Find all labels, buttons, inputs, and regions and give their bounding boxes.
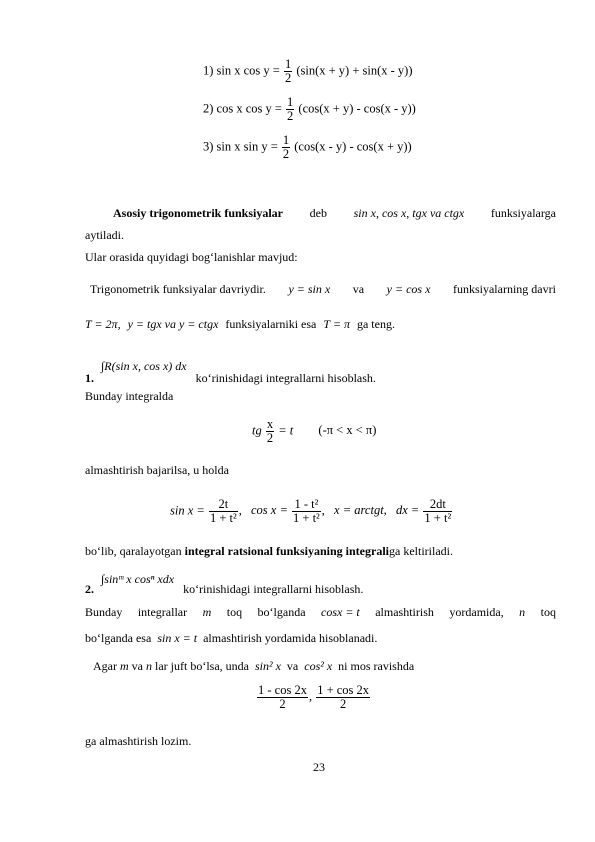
formula-2-rhs: (cos(x + y) - cos(x - y)) — [298, 101, 416, 116]
definition-line: Asosiy trigonometrik funksiyalar deb sin x, cos x, tgx va ctgx funksiyalarga — [113, 206, 556, 220]
item-2-integral: ∫sinᵐ x cosⁿ xdx — [101, 572, 175, 586]
item-1-integral: ∫R(sin x, cos x) dx — [101, 359, 187, 373]
item-1-heading: 1. ∫R(sin x, cos x) dx ko‘rinishidagi integrallarni hisoblash. — [85, 359, 376, 385]
result-line: bo‘lib, qaralayotgan integral ratsional funksiyaning integraliga keltiriladi. — [85, 544, 453, 558]
formula-3-lhs: 3) sin x sin y = — [203, 139, 278, 154]
almash-line: almashtirish bajarilsa, u holda — [85, 463, 229, 477]
para2-line-1: Bunday integrallar m toq bo‘lganda cosx = t almashtirish yordamida, n toq — [85, 605, 556, 619]
definition-math: sin x, cos x, tgx va ctgx — [353, 206, 465, 220]
definition-term: Asosiy trigonometrik funksiyalar — [113, 206, 284, 220]
relations-line: Ular orasida quyidagi bog‘lanishlar mavjud: — [85, 250, 298, 264]
item-1-number: 1. — [85, 371, 94, 385]
formula-1-lhs: 1) sin x cos y = — [203, 63, 280, 78]
formula-3 — [203, 134, 412, 161]
substitution-formula: tg $\frac{x}{2}$ = t (-π < x < π) — [252, 417, 377, 445]
page-number: 23 — [313, 760, 325, 774]
period-line: Trigonometrik funksiyalar davriydir. y = sin x va y = cos x funksiyalarning davri — [90, 282, 556, 296]
formula-1-fraction: $\frac{1}{2}$ — [284, 57, 292, 85]
agar-line: Agar m va n lar juft bo‘lsa, unda sin² x va cos² x ni mos ravishda — [93, 659, 415, 673]
formula-1-rhs: (sin(x + y) + sin(x - y)) — [296, 63, 413, 78]
formula-2-lhs: 2) cos x cos y = — [203, 101, 282, 116]
result-term: integral ratsional funksiyaning integrali — [184, 544, 389, 558]
para2-line-2: bo‘lganda esa sin x = t almashtirish yordamida hisoblanadi. — [85, 631, 378, 645]
period-line-2: T = 2π, y = tgx va y = ctgx funksiyalarniki esa T = π ga teng. — [85, 317, 395, 331]
formula-3-fraction: $\frac{1}{2}$ — [282, 133, 290, 161]
final-line: ga almashtirish lozim. — [85, 734, 192, 748]
half-angle-formula: $\frac{1 - \cos 2x}{2}$ , $\frac{1 + \cos 2x}{2}$ — [258, 683, 370, 711]
item-2-heading: 2. ∫sinᵐ x cosⁿ xdx ko‘rinishidagi integrallarni hisoblash. — [85, 572, 364, 596]
bunday-line: Bunday integralda — [85, 389, 174, 403]
formula-2-fraction: $\frac{1}{2}$ — [287, 95, 294, 123]
substitution-results: sin x = $\frac{2t}{\text{1 + t²}}$ , cos x = $\frac{\text{1 - t²}}{\text{1 + t²}}$ , x = arctgt, dx = $\frac{2dt}{\text{1 + t²}}$ — [170, 497, 452, 525]
item-2-number: 2. — [85, 582, 94, 596]
definition-line-2: aytiladi. — [85, 228, 124, 242]
formula-2 — [203, 96, 416, 123]
formula-1 — [203, 58, 413, 85]
formula-3-rhs: (cos(x - y) - cos(x + y)) — [294, 139, 412, 154]
